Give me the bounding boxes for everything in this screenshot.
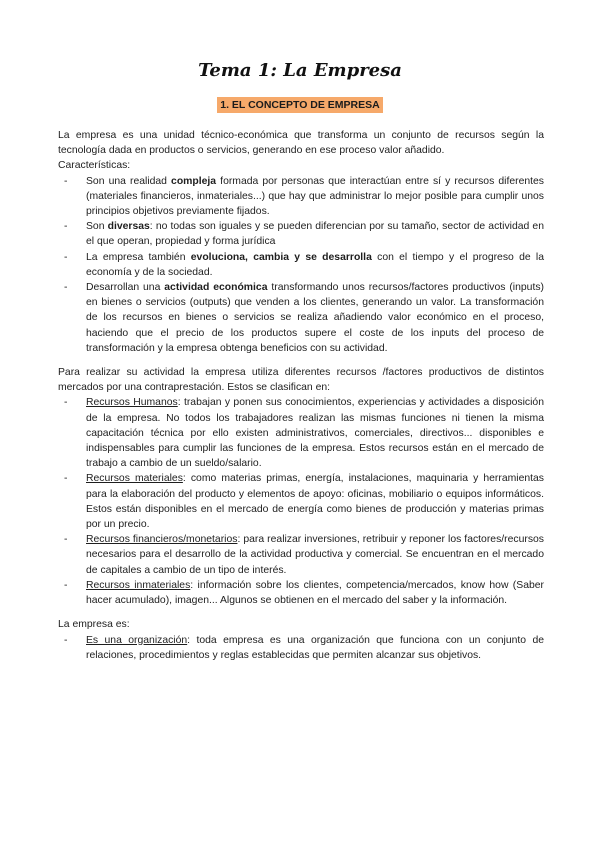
item-term: Recursos financieros/monetarios <box>86 534 238 546</box>
list-item-text <box>86 250 544 280</box>
item-text-bold: diversas <box>107 221 150 233</box>
list-item-text <box>86 395 544 471</box>
list-item-text <box>86 219 544 249</box>
item-text-pre: Son una realidad <box>86 175 172 187</box>
spacer <box>58 356 544 365</box>
list-item <box>58 471 544 532</box>
item-term: Recursos materiales <box>86 473 183 485</box>
spacer <box>58 608 544 617</box>
item-text-bold: actividad económica <box>164 282 268 294</box>
item-term: Recursos inmateriales <box>86 579 191 591</box>
list-item-text <box>86 471 544 532</box>
item-text-pre: La empresa también <box>86 251 191 263</box>
resources-intro: Para realizar su actividad la empresa utiliza diferentes recursos /factores productivos de distintos mercados por una contraprestación. Estos se clasifican en: <box>58 367 544 394</box>
list-item <box>58 174 544 220</box>
item-description: : como materias primas, energía, instalaciones, maquinaria y herramientas para la elaboración del producto y elementos de apoyo: oficinas, mobiliario o equipos informáticos. Estos están disponibles en el mercado de energía como bienes de producción y materias primas por un precio. <box>86 473 544 531</box>
item-description: : trabajan y ponen sus conocimientos, experiencias y actividades a disposición de la empresa. No todos los trabajadores realizan las mismas funciones ni tienen la misma capacitación técnica por ello existen administrativos, comerciales, directivos... disponibles e indispensables para cumplir las funciones de la empresa. Estos recursos están en el mercado de trabajo a cambio de un sueldo/salario. <box>86 397 544 470</box>
dash-bullet: - <box>64 221 68 233</box>
item-text-pre: Desarrollan una <box>86 282 165 294</box>
item-text-bold: evoluciona, cambia y se desarrolla <box>190 251 372 263</box>
list-item <box>58 395 544 471</box>
item-text-post: transformando unos recursos/factores productivos (inputs) en bienes o servicios (outputs) que venden a los clientes, generando un valor. La transformación de los recursos en bienes o servicios se realiza añadiendo valor económico en el proceso, haciendo que el precio de los productos supere el coste de los inputs del proceso de transformación y la empresa obtenga beneficios con su actividad. <box>86 282 544 354</box>
intro-paragraph: La empresa es una unidad técnico-económica que transforma un conjunto de recursos según la tecnología dada en productos o servicios, generando en ese proceso valor añadido. <box>58 130 544 157</box>
list-item <box>58 633 544 663</box>
list-item <box>58 219 544 249</box>
dash-bullet: - <box>64 579 68 591</box>
list-item-text <box>86 280 544 356</box>
item-text-pre: Son <box>86 221 108 233</box>
item-text-post: formada por personas que interactúan entre sí y recursos diferentes (materiales financieros, inmateriales...) que hay que administrar lo mejor posible para cumplir unos principios objetivos previamente fijados. <box>86 175 544 218</box>
item-text-post: : no todas son iguales y se pueden diferencian por su tamaño, sector de actividad en el que operan, propiedad y forma jurídica <box>86 221 544 248</box>
characteristics-label: Características: <box>58 160 131 172</box>
page-title: Tema 1: La Empresa <box>198 60 402 81</box>
item-text-bold: compleja <box>171 175 217 187</box>
item-text-post: con el tiempo y el progreso de la economía y de la sociedad. <box>86 251 545 278</box>
empresa-es-label: La empresa es: <box>58 619 130 631</box>
list-item <box>58 250 544 280</box>
list-item-text <box>86 578 544 608</box>
list-item-text <box>86 532 544 578</box>
item-term: Es una organización <box>86 634 188 646</box>
list-item <box>58 578 544 608</box>
dash-bullet: - <box>64 534 68 546</box>
dash-bullet: - <box>64 397 68 409</box>
dash-bullet: - <box>64 473 68 485</box>
list-item-text <box>86 633 544 663</box>
dash-bullet: - <box>64 175 68 187</box>
document-body <box>58 128 544 663</box>
list-item <box>58 532 544 578</box>
dash-bullet: - <box>64 634 68 646</box>
list-item <box>58 280 544 356</box>
dash-bullet: - <box>64 282 68 294</box>
section-heading: 1. EL CONCEPTO DE EMPRESA <box>217 97 382 113</box>
item-term: Recursos Humanos <box>86 397 178 409</box>
item-description: : toda empresa es una organización que funciona con un conjunto de relaciones, procedimientos y reglas establecidas que permiten alcanzar sus objetivos. <box>86 634 545 661</box>
item-description: : para realizar inversiones, retribuir y reponer los factores/recursos necesarios para el desarrollo de la actividad productiva y comercial. Se encuentran en el mercado de capitales a cambio de un tipo de interés. <box>86 534 545 576</box>
dash-bullet: - <box>64 251 68 263</box>
item-description: : información sobre los clientes, competencia/mercados, know how (Saber hacer acumulado), imagen... Algunos se obtienen en el mercado del saber y la información. <box>86 579 544 607</box>
list-item-text <box>86 174 544 220</box>
section-heading-wrap <box>0 95 600 113</box>
